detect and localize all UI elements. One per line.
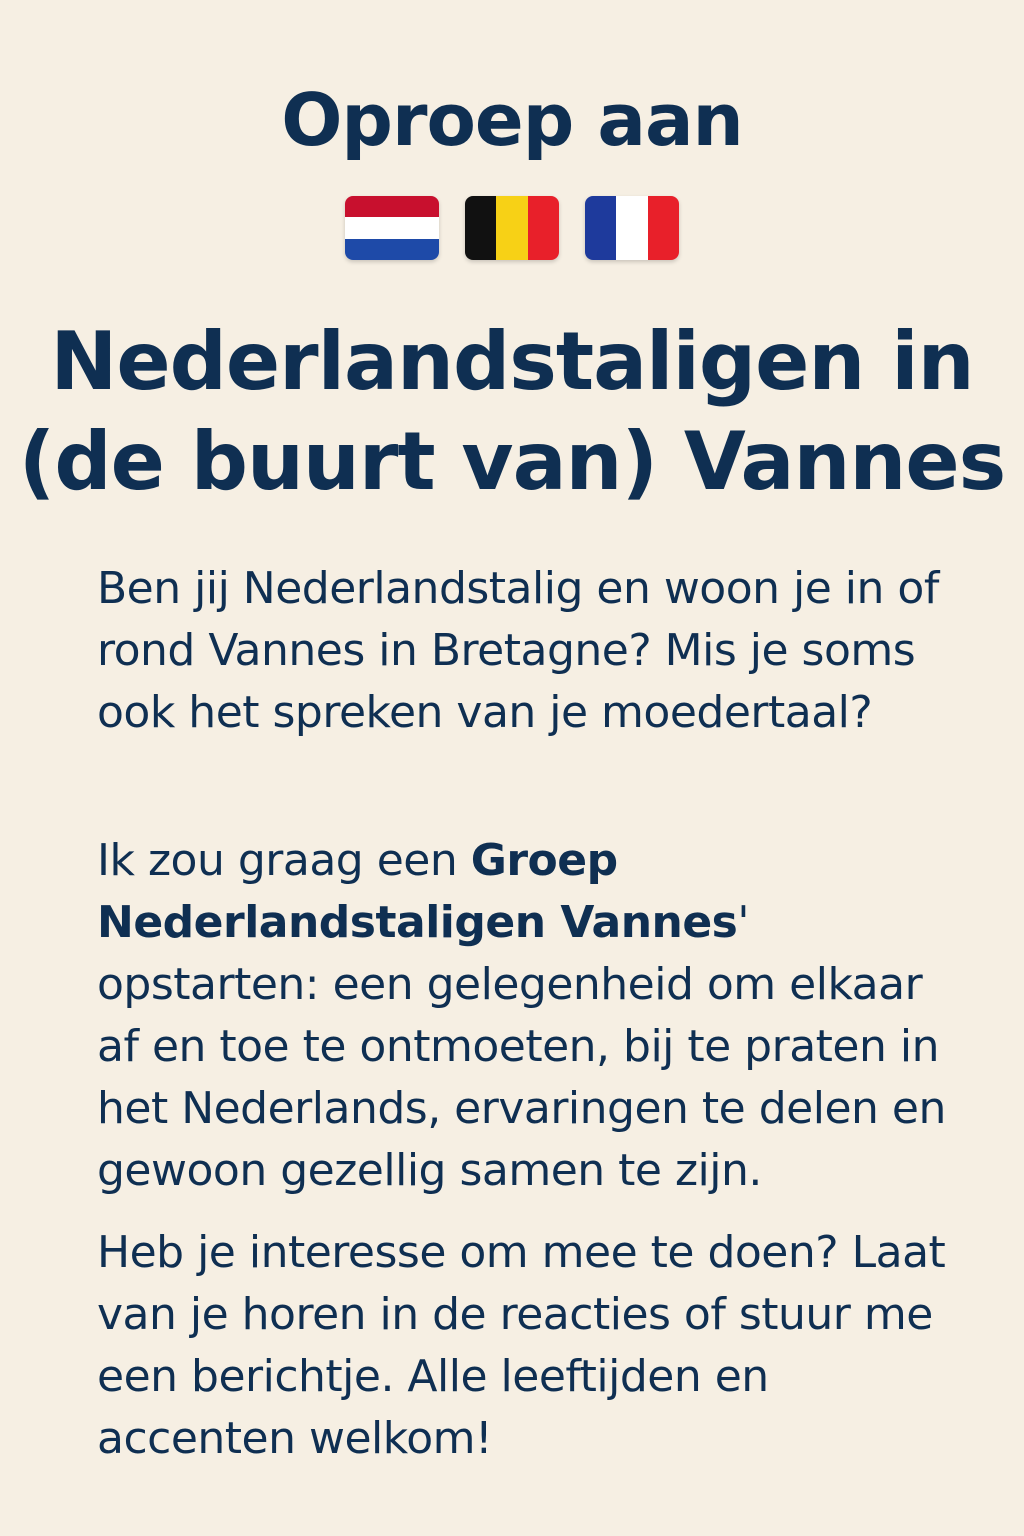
title-top: Oproep aan	[281, 78, 743, 162]
title-main-line2: (de buurt van) Vannes	[18, 415, 1006, 508]
france-flag-icon	[585, 196, 679, 260]
flag-stripe	[345, 239, 439, 260]
paragraph-plan	[97, 830, 977, 1202]
netherlands-flag-icon	[345, 196, 439, 260]
title-main	[0, 312, 1024, 512]
flags-row	[0, 196, 1024, 260]
paragraph-plan-suffix: ' opstarten: een gelegenheid om elkaar af en toe te ontmoeten, bij te praten in het Nederlands, ervaringen te delen en gewoon gezellig samen te zijn.	[97, 897, 946, 1196]
flag-stripe	[345, 196, 439, 217]
flag-stripe	[496, 196, 527, 260]
flag-stripe	[528, 196, 559, 260]
belgium-flag-icon	[465, 196, 559, 260]
paragraph-call-to-action: Heb je interesse om mee te doen? Laat van je horen in de reacties of stuur me een berichtje. Alle leeftijden en accenten welkom!	[97, 1227, 946, 1464]
flag-stripe	[465, 196, 496, 260]
paragraph-plan-prefix: Ik zou graag een	[97, 835, 471, 886]
flag-stripe	[345, 217, 439, 238]
paragraph-intro: Ben jij Nederlandstalig en woon je in of rond Vannes in Bretagne? Mis je soms ook het spreken van je moedertaal?	[97, 563, 939, 738]
flag-stripe	[585, 196, 616, 260]
flag-stripe	[648, 196, 679, 260]
flag-stripe	[616, 196, 647, 260]
title-main-line1: Nederlandstaligen in	[50, 315, 974, 408]
group-name: Groep Nederlandstaligen Vannes	[97, 835, 738, 948]
